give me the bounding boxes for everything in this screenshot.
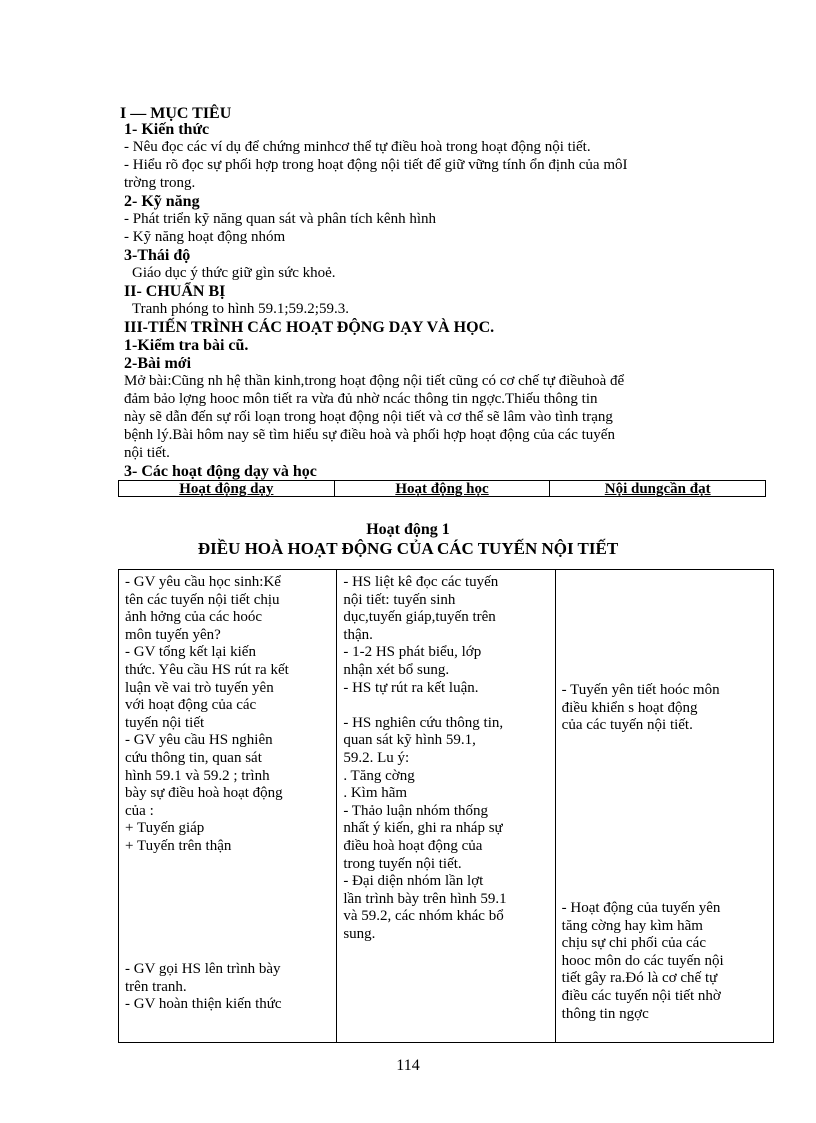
header-table — [118, 480, 766, 497]
section-3-title: III-TIẾN TRÌNH CÁC HOẠT ĐỘNG DẠY VÀ HỌC. — [124, 319, 495, 336]
student-line: - HS liệt kê đọc các tuyến — [343, 574, 499, 590]
teacher-line: với hoạt động của các — [125, 697, 257, 714]
teacher-line — [125, 926, 330, 944]
intro-line-5: nội tiết. — [124, 445, 170, 461]
student-line: nhận xét bổ sung. — [343, 661, 450, 678]
teacher-activity-column — [119, 570, 337, 1042]
teacher-line: thức. Yêu cầu HS rút ra kết — [125, 661, 289, 678]
attitude-title: 3-Thái độ — [124, 247, 191, 264]
content-block-1 — [562, 682, 720, 735]
header-learning: Hoạt động học — [335, 481, 551, 496]
teacher-line: - GV yêu cầu HS nghiên — [125, 732, 273, 749]
content-b-line: điều các tuyến nội tiết nhờ — [561, 987, 721, 1004]
section-2-line: Tranh phóng to hình 59.1;59.2;59.3. — [132, 301, 349, 317]
knowledge-line-3: trờng trong. — [124, 175, 196, 191]
teacher-line: luận về vai trò tuyến yên — [125, 679, 274, 696]
student-line: 59.2. Lu ý: — [343, 749, 410, 766]
content-a-line: điều khiển s hoạt động — [561, 699, 698, 716]
teacher-line: trên tranh. — [125, 978, 187, 995]
student-line: - HS nghiên cứu thông tin, — [343, 714, 504, 731]
content-column — [556, 570, 773, 1042]
intro-line-4: bệnh lý.Bài hôm nay sẽ tìm hiểu sự điều hoà và phối hợp hoạt động của các tuyến — [124, 427, 615, 443]
skill-title: 2- Kỹ năng — [124, 193, 200, 210]
teacher-line: môn tuyến yên? — [125, 626, 221, 643]
activities-title: 3- Các hoạt động dạy và học — [124, 463, 317, 480]
content-b-line: hooc môn do các tuyến nội — [561, 952, 724, 969]
activity-table — [118, 569, 774, 1043]
teacher-line: + Tuyến trên thận — [125, 837, 232, 854]
attitude-line: Giáo dục ý thức giữ gìn sức khoẻ. — [132, 265, 336, 281]
teacher-line — [125, 943, 330, 961]
knowledge-line-2: - Hiểu rõ đọc sự phối hợp trong hoạt động nội tiết để giữ vững tính ổn định của môI — [124, 157, 628, 173]
teacher-line: bày sự điều hoà hoạt động — [125, 785, 283, 802]
student-line: điều hoà hoạt động của — [343, 837, 483, 854]
header-teaching: Hoạt động dạy — [119, 481, 335, 496]
teacher-line — [125, 908, 330, 926]
teacher-line — [125, 856, 330, 874]
student-line: - Đại diện nhóm lần lợt — [343, 873, 484, 890]
student-line: - HS tự rút ra kết luận. — [343, 679, 479, 696]
content-block-2 — [562, 900, 724, 1023]
student-line: . Tăng cờng — [343, 767, 415, 784]
teacher-line: - GV yêu cầu học sinh:Kể — [125, 574, 281, 590]
page-number: 114 — [396, 1057, 420, 1074]
student-line: thận. — [343, 626, 373, 643]
student-line: . Kìm hãm — [343, 785, 408, 802]
content-b-line: chịu sự chi phối của các — [561, 935, 706, 952]
teacher-line: + Tuyến giáp — [125, 820, 205, 837]
knowledge-title: 1- Kiến thức — [124, 121, 210, 138]
teacher-line: - GV gọi HS lên trình bày — [125, 961, 281, 978]
activity-label: Hoạt động 1 — [366, 521, 450, 538]
content-b-line: thông tin ngợc — [561, 1005, 649, 1022]
student-line: - 1-2 HS phát biểu, lớp — [343, 644, 482, 661]
content-b-line: tăng cờng hay kìm hãm — [561, 917, 703, 934]
teacher-line: hình 59.1 và 59.2 ; trình — [125, 767, 270, 784]
teacher-line: tên các tuyến nội tiết chịu — [125, 591, 280, 608]
teacher-line: ảnh hởng của các hoóc — [125, 609, 263, 626]
student-line: - Thảo luận nhóm thống — [343, 802, 489, 819]
intro-line-2: đảm bảo lợng hooc môn tiết ra vừa đủ nhờ ncác thông tin ngợc.Thiếu thông tin — [124, 391, 598, 407]
activity-title: ĐIỀU HOÀ HOẠT ĐỘNG CỦA CÁC TUYẾN NỘI TIẾT — [197, 539, 619, 558]
content-a-line: - Tuyến yên tiết hoóc môn — [561, 682, 720, 698]
student-line: lần trình bày trên hình 59.1 — [343, 890, 507, 907]
student-line: và 59.2, các nhóm khác bổ — [343, 908, 504, 925]
intro-line-1: Mở bài:Cũng nh hệ thần kinh,trong hoạt động nội tiết cũng có cơ chế tự điềuhoà để — [124, 373, 625, 389]
teacher-line: cứu thông tin, quan sát — [125, 749, 262, 766]
student-line: trong tuyến nội tiết. — [343, 855, 462, 872]
skill-line-1: - Phát triển kỹ năng quan sát và phân tích kênh hình — [124, 211, 437, 227]
teacher-line: - GV tổng kết lại kiến — [125, 644, 256, 661]
content-b-line: - Hoạt động của tuyến yên — [561, 900, 721, 916]
student-activity-column — [337, 570, 555, 1042]
intro-line-3: này sẽ dẫn đến sự rối loạn trong hoạt động nội tiết và cơ thể sẽ lâm vào tình trạng — [124, 409, 613, 425]
teacher-line — [125, 873, 330, 891]
header-content: Nội dungcần đạt — [604, 481, 711, 497]
student-line: dục,tuyến giáp,tuyến trên — [343, 609, 496, 626]
skill-line-2: - Kỹ năng hoạt động nhóm — [124, 229, 286, 245]
section-1-title: I — MỤC TIÊU — [120, 105, 232, 122]
student-line: nhất ý kiến, ghi ra nháp sự — [343, 820, 503, 837]
student-line — [343, 697, 548, 715]
student-line: nội tiết: tuyến sinh — [343, 591, 456, 608]
content-b-line: tiết gây ra.Đó là cơ chế tự — [561, 970, 718, 987]
teacher-line — [125, 891, 330, 909]
knowledge-line-1: - Nêu đọc các ví dụ để chứng minhcơ thể tự điều hoà trong hoạt động nội tiết. — [124, 139, 591, 155]
teacher-line: - GV hoàn thiện kiến thức — [125, 996, 282, 1013]
student-line: quan sát kỹ hình 59.1, — [343, 732, 476, 749]
teacher-line: của : — [125, 802, 154, 819]
student-line: sung. — [343, 925, 376, 942]
section-2-title: II- CHUẨN BỊ — [124, 283, 226, 300]
teacher-line: tuyến nội tiết — [125, 714, 205, 731]
check-title: 1-Kiểm tra bài cũ. — [124, 337, 249, 354]
new-lesson-title: 2-Bài mới — [124, 355, 192, 372]
content-a-line: của các tuyến nội tiết. — [561, 717, 693, 734]
